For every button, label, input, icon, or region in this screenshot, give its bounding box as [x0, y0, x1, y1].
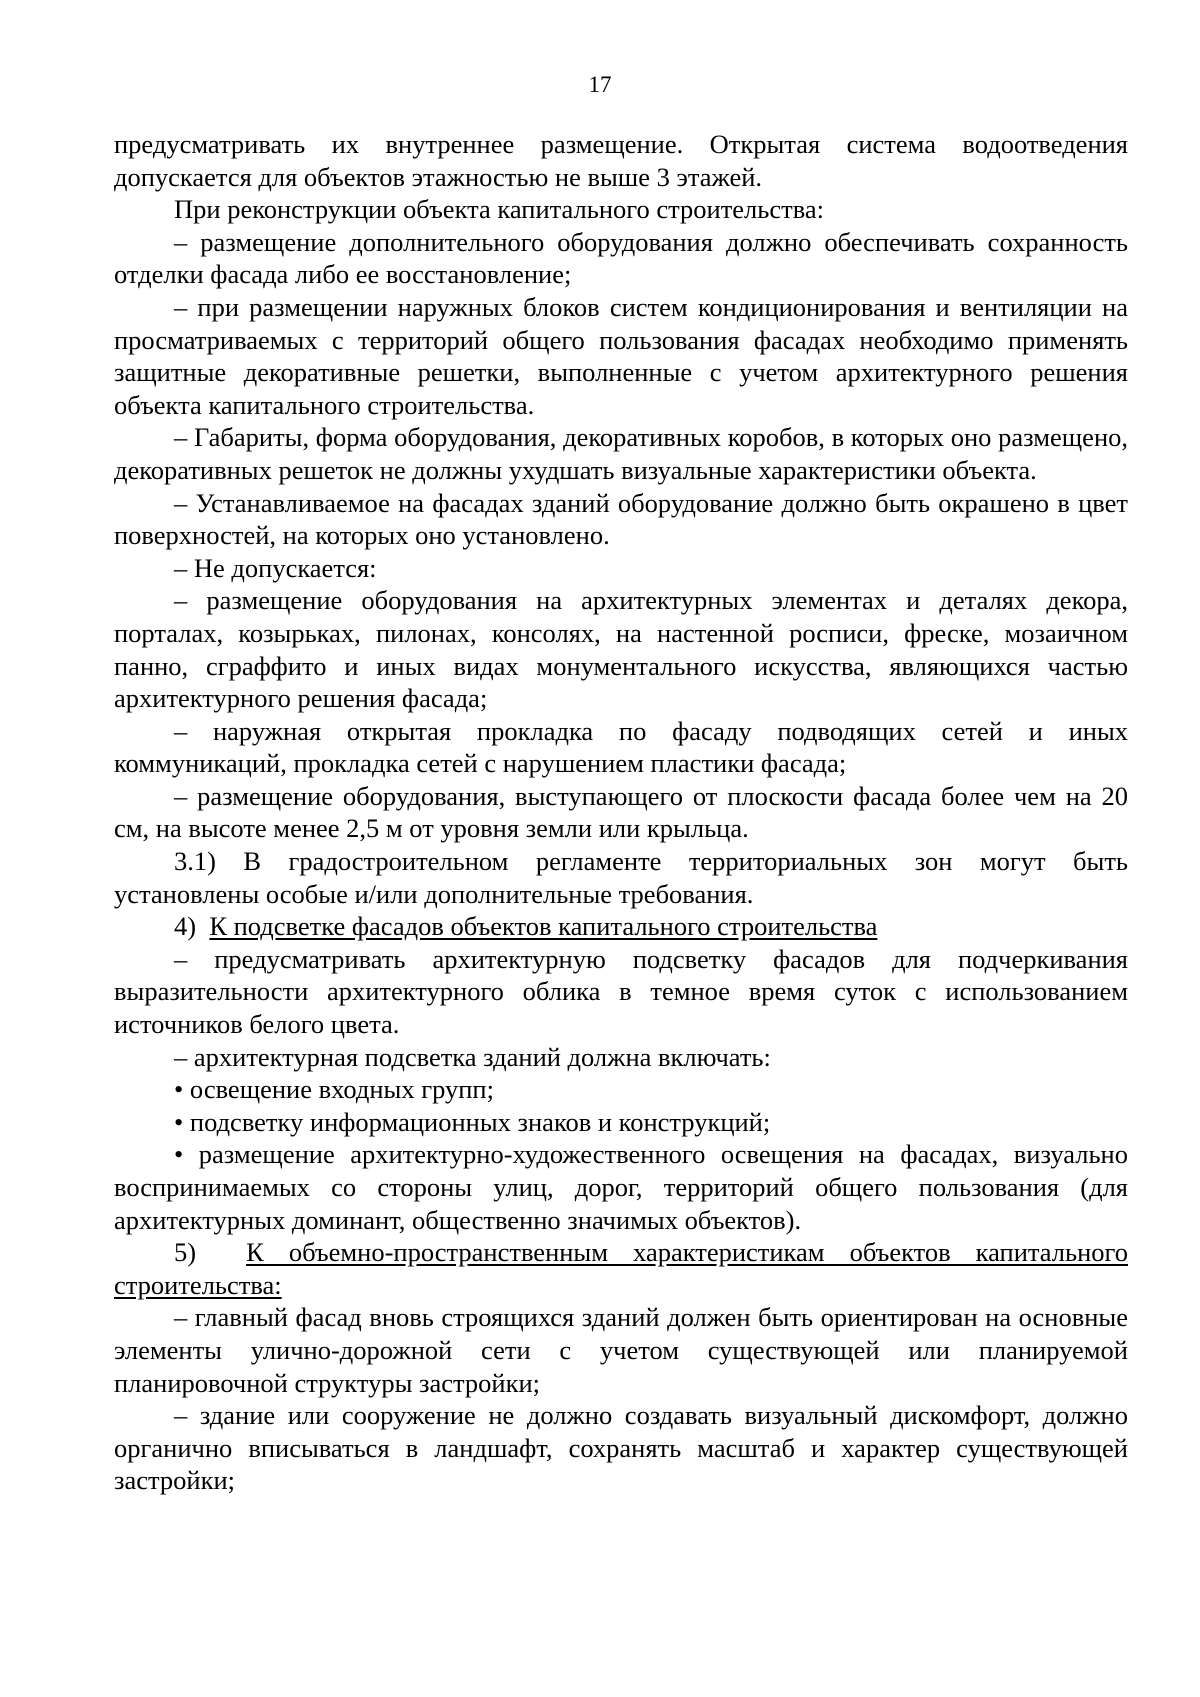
- bullet-item: • подсветку информационных знаков и конструкций;: [174, 1106, 771, 1137]
- list-item: – наружная открытая прокладка по фасаду подводящих сетей и иных коммуникаций, прокладка сетей с нарушением пластики фасада;: [114, 715, 1128, 779]
- list-item: – размещение оборудования, выступающего от плоскости фасада более чем на 20 см, на высоте менее 2,5 м от уровня земли или крыльца.: [114, 780, 1128, 844]
- list-item: – Устанавливаемое на фасадах зданий оборудование должно быть окрашено в цвет поверхностей, на которых оно установлено.: [114, 487, 1128, 551]
- list-item: – размещение оборудования на архитектурных элементах и деталях декора, порталах, козырьках, пилонах, консолях, на настенной росписи, фреске, мозаичном панно, сграффито и иных видах монументального искусства, являющихся частью архитектурного решения фасада;: [114, 585, 1128, 714]
- list-item: – главный фасад вновь строящихся зданий должен быть ориентирован на основные элементы улично-дорожной сети с учетом существующей или планируемой планировочной структуры застройки;: [114, 1302, 1128, 1398]
- paragraph: При реконструкции объекта капитального строительства:: [174, 194, 824, 225]
- section-5-heading: [114, 1236, 1128, 1301]
- list-item: – предусматривать архитектурную подсветку фасадов для подчеркивания выразительности архитектурного облика в темное время суток с использованием источников белого цвета.: [114, 943, 1128, 1040]
- list-item: – Габариты, форма оборудования, декоративных коробов, в которых оно размещено, декоративных решеток не должны ухудшать визуальные характеристики объекта.: [114, 422, 1128, 485]
- list-item: – Не допускается:: [174, 552, 377, 583]
- section-number: 5): [174, 1237, 197, 1268]
- paragraph: 3.1) В градостроительном регламенте территориальных зон могут быть установлены особые и/или дополнительные требования.: [114, 846, 1128, 909]
- paragraph: предусматривать их внутреннее размещение. Открытая система водоотведения допускается для объектов этажностью не выше 3 этажей.: [114, 129, 1128, 192]
- page-number: 17: [588, 72, 612, 97]
- bullet-item: • размещение архитектурно-художественного освещения на фасадах, визуально воспринимаемых со стороны улиц, дорог, территорий общего пользования (для архитектурных доминант, общественно значимых объектов).: [114, 1139, 1128, 1235]
- list-item: – здание или сооружение не должно создавать визуальный дискомфорт, должно органично вписываться в ландшафт, сохранять масштаб и характер существующей застройки;: [114, 1400, 1128, 1496]
- section-title: К подсветке фасадов объектов капитального строительства: [209, 911, 878, 942]
- section-4-heading: [114, 910, 1128, 943]
- list-item: – при размещении наружных блоков систем кондиционирования и вентиляции на просматриваемых с территорий общего пользования фасадах необходимо применять защитные декоративные решетки, выполненные с учетом архитектурного решения объекта капитального строительства.: [114, 291, 1128, 420]
- bullet-item: • освещение входных групп;: [174, 1074, 494, 1105]
- list-item: – архитектурная подсветка зданий должна включать:: [174, 1041, 771, 1072]
- section-title: К объемно-пространственным характеристикам объектов капитального строительства:: [114, 1237, 1129, 1300]
- section-number: 4): [174, 911, 197, 942]
- list-item: – размещение дополнительного оборудования должно обеспечивать сохранность отделки фасада либо ее восстановление;: [114, 226, 1128, 290]
- document-body: [114, 128, 1128, 1497]
